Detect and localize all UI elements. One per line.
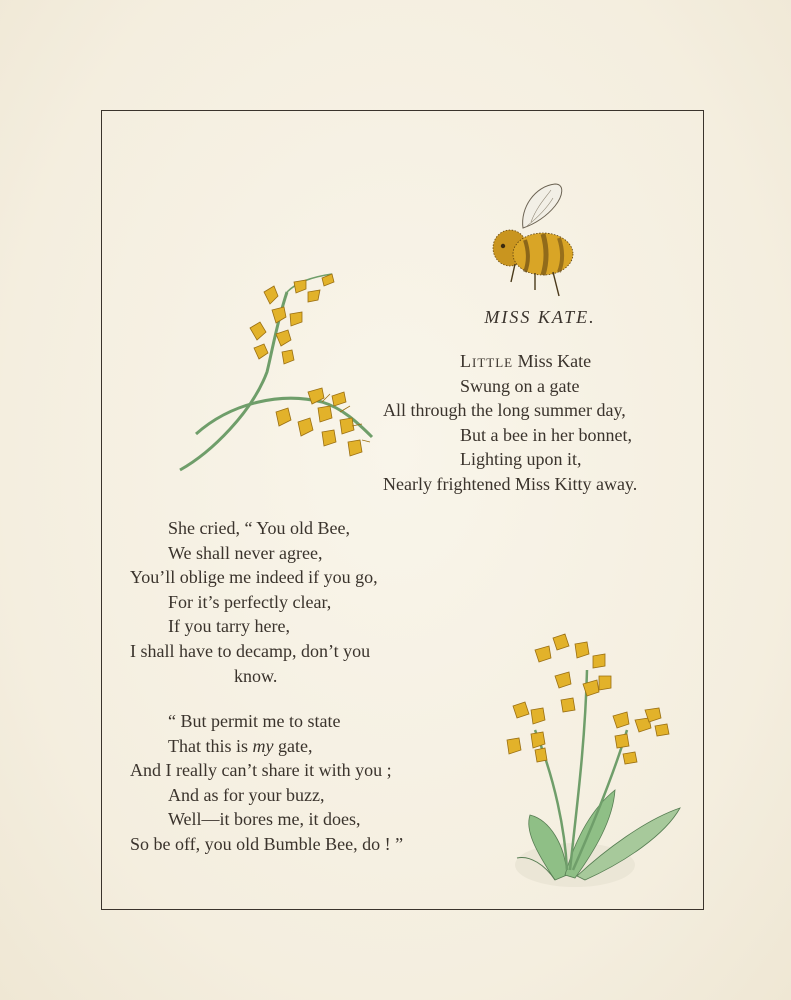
cowslip-plant-icon xyxy=(495,630,695,895)
poem-line: And I really can’t share it with you ; xyxy=(130,760,392,781)
poem-line: And as for your buzz, xyxy=(168,784,325,805)
poem-line: Lighting upon it, xyxy=(460,449,582,470)
poem-line: But a bee in her bonnet, xyxy=(460,424,632,445)
poem-line: Nearly frightened Miss Kitty away. xyxy=(383,473,638,494)
poem-line: For it’s perfectly clear, xyxy=(168,591,332,612)
poem-line: She cried, “ You old Bee, xyxy=(168,518,350,538)
poem-line: I shall have to decamp, don’t you xyxy=(130,640,371,661)
poem-line: That this is my gate, xyxy=(168,735,313,756)
cowslip-sprig-icon xyxy=(172,262,387,482)
poem-line: “ But permit me to state xyxy=(168,711,341,731)
poem-title: MISS KATE. xyxy=(484,307,596,327)
poem-line: So be off, you old Bumble Bee, do ! ” xyxy=(130,833,404,854)
stanza-3 xyxy=(130,709,403,857)
poem-line: If you tarry here, xyxy=(168,616,290,637)
poem-line: know. xyxy=(234,665,278,686)
poem-line: Swung on a gate xyxy=(460,375,580,396)
poem-line: You’ll oblige me indeed if you go, xyxy=(130,567,378,588)
stanza-1 xyxy=(383,349,637,497)
poem-line: We shall never agree, xyxy=(168,542,323,563)
poem-line: All through the long summer day, xyxy=(383,400,626,421)
bumble-bee-icon xyxy=(485,178,585,303)
drop-word: Little xyxy=(460,351,514,371)
poem-line: Well—it bores me, it does, xyxy=(168,809,361,830)
poem-line: Little Miss Kate xyxy=(460,351,592,371)
emphasis-word: my xyxy=(252,735,274,756)
stanza-2 xyxy=(130,516,378,688)
